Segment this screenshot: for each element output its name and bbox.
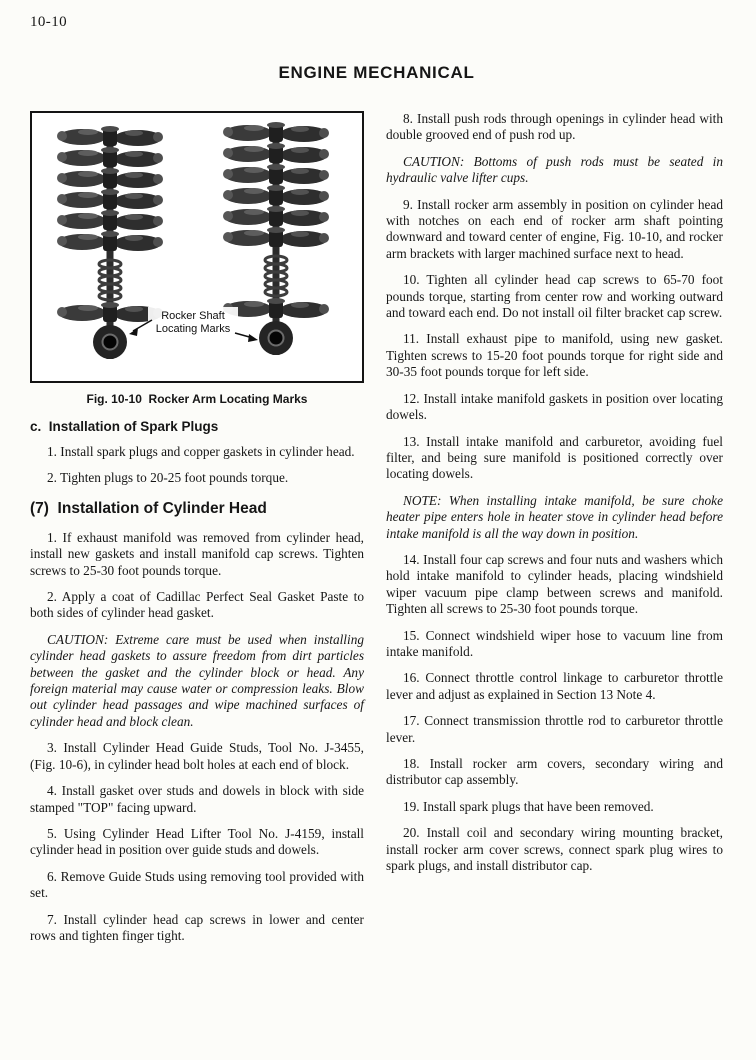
page-title: ENGINE MECHANICAL xyxy=(278,63,475,82)
head-step-6: 6. Remove Guide Studs using removing tool provided with set. xyxy=(30,868,364,901)
right-column xyxy=(386,111,723,954)
head-step-14: 14. Install four cap screws and four nuts and washers which hold intake manifold to cylinder heads, placing windshield wiper vacuum pipe clamp between screws and manifold. Tighten all screws to 25-30 foot pounds torque. xyxy=(386,551,723,617)
head-step-10: 10. Tighten all cylinder head cap screws to 65-70 foot pounds torque, starting from center row and working outward and toward each end. Do not install oil filter bracket cap screw. xyxy=(386,272,723,321)
head-step-5: 5. Using Cylinder Head Lifter Tool No. J-4159, install cylinder head in position over guide studs and dowels. xyxy=(30,825,364,858)
spark-step-1: 1. Install spark plugs and copper gaskets in cylinder head. xyxy=(47,444,355,459)
left-column xyxy=(30,111,364,954)
two-column-layout xyxy=(30,111,723,954)
head-step-7: 7. Install cylinder head cap screws in lower and center rows and tighten finger tight. xyxy=(30,911,364,943)
head-step-9: 9. Install rocker arm assembly in position on cylinder head with notches on each end of rocker arm shaft pointing downward and toward center of engine, Fig. 10-10, and rocker arm brackets with larger machined surface next to head. xyxy=(386,196,723,261)
callout-line-2: Locating Marks xyxy=(155,323,231,335)
caution-push-rods: CAUTION: Bottoms of push rods must be seated in hydraulic valve lifter cups. xyxy=(386,153,723,186)
head-step-1: 1. If exhaust manifold was removed from cylinder head, install new gaskets and install manifold cap screws. Tighten screws to 25-30 foot pounds torque. xyxy=(30,529,364,578)
head-step-16: 16. Connect throttle control linkage to carburetor throttle lever and adjust as explained in Section 13 Note 4. xyxy=(386,670,723,702)
heading-installation-of-cylinder-head: (7) Installation of Cylinder Head xyxy=(30,499,267,517)
head-step-2: 2. Apply a coat of Cadillac Perfect Seal Gasket Paste to both sides of cylinder head gasket. xyxy=(30,589,364,621)
figure-caption: Fig. 10-10 Rocker Arm Locating Marks xyxy=(86,392,308,406)
head-step-8: 8. Install push rods through openings in cylinder head with double grooved end of push rod up. xyxy=(386,111,723,143)
head-step-17: 17. Connect transmission throttle rod to carburetor throttle lever. xyxy=(386,713,723,745)
page-number: 10-10 xyxy=(30,14,67,30)
head-step-13: 13. Install intake manifold and carburetor, avoiding fuel filter, and being sure manifold is positioned correctly over locating dowels. xyxy=(386,433,723,482)
head-step-12: 12. Install intake manifold gaskets in position over locating dowels. xyxy=(386,390,723,423)
caution-gasket-cleanliness: CAUTION: Extreme care must be used when installing cylinder head gaskets to assure freedom from dirt particles between the gasket and the cylinder block or head. Any foreign material may cause water or compression leaks. Blow out cylinder head passages and wipe machined surfaces of cylinder head and block clean. xyxy=(30,631,364,729)
rocker-arm-illustration xyxy=(32,113,362,381)
head-step-15: 15. Connect windshield wiper hose to vacuum line from intake manifold. xyxy=(386,627,723,659)
head-step-4: 4. Install gasket over studs and dowels in block with side stamped "TOP" facing upward. xyxy=(30,783,364,815)
heading-installation-of-spark-plugs: c. Installation of Spark Plugs xyxy=(30,419,219,434)
callout-line-1: Rocker Shaft xyxy=(161,310,225,322)
head-step-3: 3. Install Cylinder Head Guide Studs, Tool No. J-3455, (Fig. 10-6), in cylinder head bolt holes at each end of block. xyxy=(30,740,364,772)
spark-step-2: 2. Tighten plugs to 20-25 foot pounds torque. xyxy=(47,470,289,486)
figure-rocker-arm-photo xyxy=(30,111,364,383)
head-step-20: 20. Install coil and secondary wiring mounting bracket, install rocker arm cover screws, connect spark plug wires to spark plugs, and install distributor cap. xyxy=(386,825,723,874)
head-step-19: 19. Install spark plugs that have been removed. xyxy=(403,798,654,814)
note-choke-heater-pipe: NOTE: When installing intake manifold, be sure choke heater pipe enters hole in heater stove in cylinder head before intake manifold is all the way down in position. xyxy=(386,492,723,541)
head-step-18: 18. Install rocker arm covers, secondary wiring and distributor cap assembly. xyxy=(386,756,723,788)
head-step-11: 11. Install exhaust pipe to manifold, using new gasket. Tighten screws to 15-20 foot pounds torque for right side and 30-35 foot pounds torque for left side. xyxy=(386,331,723,380)
